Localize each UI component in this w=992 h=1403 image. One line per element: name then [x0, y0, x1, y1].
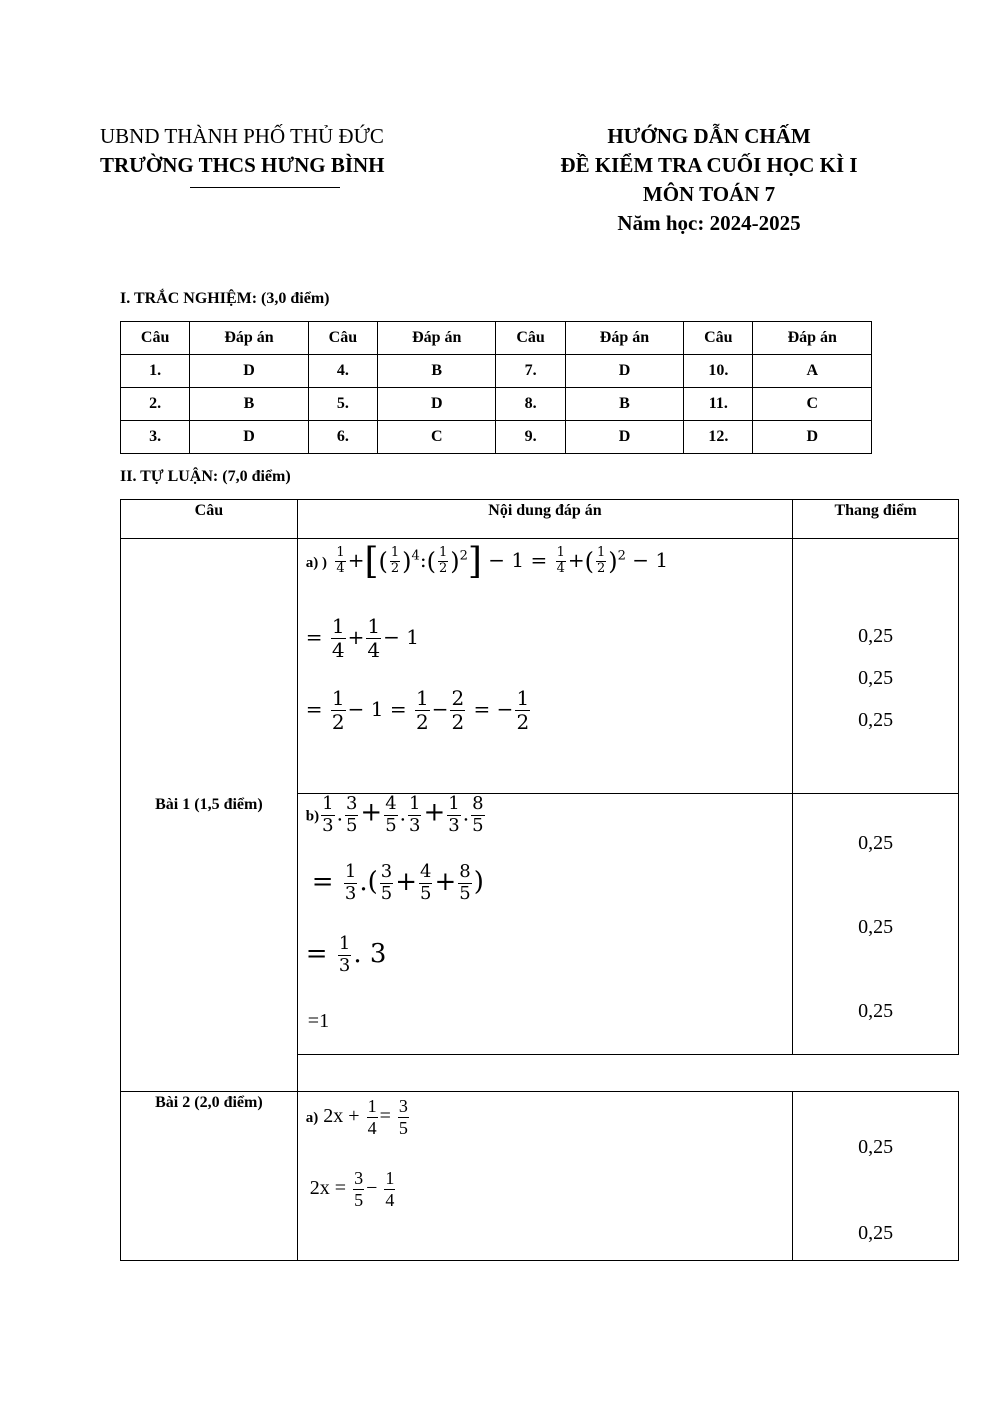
header-left: [100, 122, 420, 180]
header-cell: Câu: [121, 500, 298, 539]
question-number: 11.: [684, 388, 753, 421]
question-number: 9.: [496, 421, 565, 454]
score: 0,25: [858, 1136, 894, 1158]
bai1-a-line3: = $\frac{1}{2}$ − 1 = $\frac{1}{2}$ − $\frac{2}{2}$ = − $\frac{1}{2}$: [305, 686, 530, 734]
bai2-a-line1: a) 2x + $\frac{1}{4}$ = $\frac{3}{5}$: [305, 1096, 408, 1138]
score: 0,25: [858, 916, 894, 938]
answer: D: [565, 355, 683, 388]
header-cell: Thang điểm: [793, 500, 959, 539]
spacer-cell: [297, 1055, 958, 1092]
header-cell: Câu: [308, 322, 377, 355]
bai1-b-content: [297, 794, 792, 1055]
header-cell: Đáp án: [378, 322, 496, 355]
bai1-b-label: b): [305, 808, 320, 825]
doc-title: HƯỚNG DẪN CHẤM: [607, 124, 811, 148]
answer: B: [378, 355, 496, 388]
question-number: 6.: [308, 421, 377, 454]
subject: MÔN TOÁN 7: [642, 182, 776, 206]
header-cell: Câu: [121, 322, 190, 355]
bai1-b-line1: b) $\frac{1}{3}$ . $\frac{3}{5}$ + $\frac{4}{5}$ . $\frac{1}{3}$ + $\frac{1}{3}$ . $\frac{8}{5}$: [305, 793, 484, 836]
bai1-a-line1: a) ) $\frac{1}{4}$ +[( $\frac{1}{2}$ )$^4$:( $\frac{1}{2}$ )$^2$] − 1 = $\frac{1}{4}$ +( $\frac{1}{2}$ )$^2$ − 1: [305, 541, 669, 582]
table-header-row: [121, 500, 959, 539]
score: 0,25: [858, 832, 894, 854]
essay-table: [120, 499, 959, 1261]
table-row: [121, 1092, 959, 1261]
bai2-a-content: [297, 1092, 792, 1261]
table-row: [121, 539, 959, 794]
answer: B: [565, 388, 683, 421]
answer: C: [378, 421, 496, 454]
question-number: 10.: [684, 355, 753, 388]
answer: D: [753, 421, 872, 454]
answer: A: [753, 355, 872, 388]
multiple-choice-table: [120, 321, 872, 454]
table-header-row: [121, 322, 872, 355]
table-row: [121, 388, 872, 421]
question-number: 2.: [121, 388, 190, 421]
score: 0,25: [858, 1000, 894, 1022]
answer: D: [190, 355, 308, 388]
score: 0,25: [858, 709, 894, 731]
header-cell: Câu: [496, 322, 565, 355]
bai1-a-scores: [793, 539, 959, 794]
bai1-a-content: [297, 539, 792, 794]
question-number: 4.: [308, 355, 377, 388]
bai2-a-line2: 2x = $\frac{3}{5}$ − $\frac{1}{4}$: [309, 1168, 395, 1210]
department-name: UBND THÀNH PHỐ THỦ ĐỨC: [100, 124, 384, 148]
header-cell: Đáp án: [753, 322, 872, 355]
question-number: 8.: [496, 388, 565, 421]
bai1-b-line2: = $\frac{1}{3}$ .( $\frac{3}{5}$ + $\frac{4}{5}$ + $\frac{8}{5}$ ): [311, 861, 484, 904]
header-cell: Đáp án: [565, 322, 683, 355]
bai2-a-label: a): [305, 1109, 319, 1126]
table-row: [121, 421, 872, 454]
score: 0,25: [858, 1222, 894, 1244]
score: 0,25: [858, 625, 894, 647]
bai1-label-cell: [121, 539, 298, 1092]
bai1-b-scores: [793, 794, 959, 1055]
school-name: TRƯỜNG THCS HƯNG BÌNH: [100, 153, 385, 177]
school-year: Năm học: 2024-2025: [617, 211, 801, 235]
bai1-a-line2: = $\frac{1}{4}$ + $\frac{1}{4}$ − 1: [305, 614, 419, 662]
header-cell: Câu: [684, 322, 753, 355]
question-number: 12.: [684, 421, 753, 454]
bai2-a-scores: [793, 1092, 959, 1261]
answer: D: [378, 388, 496, 421]
header-cell: Đáp án: [190, 322, 308, 355]
question-number: 1.: [121, 355, 190, 388]
question-number: 3.: [121, 421, 190, 454]
bai2-label-cell: [121, 1092, 298, 1261]
answer: D: [565, 421, 683, 454]
answer: B: [190, 388, 308, 421]
bai2-label: Bài 2 (2,0 điểm): [155, 1094, 263, 1111]
bai1-b-line4: =1: [307, 1010, 330, 1032]
section-2-title: II. TỰ LUẬN: (7,0 điểm): [120, 468, 291, 485]
exam-title: ĐỀ KIỂM TRA CUỐI HỌC KÌ I: [560, 153, 858, 177]
answer: D: [190, 421, 308, 454]
answer: C: [753, 388, 872, 421]
header-right: [530, 122, 888, 238]
score: 0,25: [858, 667, 894, 689]
header-divider: [190, 187, 340, 188]
section-1-title: I. TRẮC NGHIỆM: (3,0 điểm): [120, 290, 330, 307]
table-row: [121, 355, 872, 388]
question-number: 5.: [308, 388, 377, 421]
bai1-b-line3: = $\frac{1}{3}$ . 3: [305, 933, 387, 976]
header-cell: Nội dung đáp án: [297, 500, 792, 539]
question-number: 7.: [496, 355, 565, 388]
bai1-a-label: a) ): [305, 555, 328, 571]
bai1-label: Bài 1 (1,5 điểm): [155, 796, 263, 813]
